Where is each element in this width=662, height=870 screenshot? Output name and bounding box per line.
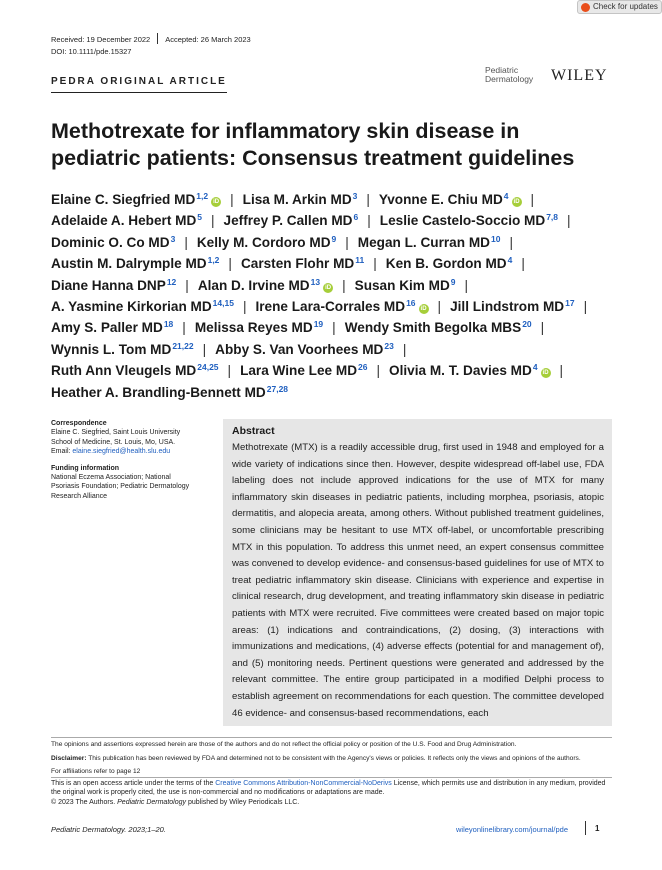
author-name: Ken B. Gordon MD — [385, 256, 507, 272]
affiliations-footnote: For affiliations refer to page 12 — [51, 768, 141, 775]
funding-line: Research Alliance — [51, 492, 108, 500]
author-line — [51, 296, 631, 317]
author-affiliation[interactable]: 4 — [503, 191, 509, 201]
author-affiliation[interactable]: 11 — [355, 255, 365, 266]
author-name: Susan Kim MD — [354, 277, 450, 293]
author-separator: | — [202, 341, 207, 357]
author-name: Leslie Castelo-Soccio MD — [379, 213, 546, 229]
orcid-icon[interactable]: iD — [420, 306, 427, 313]
author-name: Amy S. Paller MD — [51, 320, 163, 336]
author-name: Diane Hanna DNP — [51, 277, 166, 293]
author[interactable] — [450, 299, 575, 314]
author-separator: | — [182, 320, 186, 336]
author-affiliation[interactable]: 23 — [384, 340, 394, 351]
author-name: Lisa M. Arkin MD — [242, 192, 352, 207]
author-separator: | — [437, 299, 442, 315]
author-name: Dominic O. Co MD — [51, 234, 170, 250]
author[interactable] — [51, 363, 219, 378]
author-separator: | — [583, 299, 588, 315]
funding-line: National Eczema Association; National — [51, 474, 171, 482]
author-affiliation[interactable]: 9 — [450, 276, 456, 287]
author[interactable] — [224, 213, 359, 228]
author[interactable] — [240, 363, 367, 378]
author-separator: | — [230, 192, 234, 207]
journal-logo-line1: Pediatric — [485, 65, 519, 75]
email-link[interactable]: elaine.siegfried@health.slu.edu — [72, 448, 171, 456]
author-line — [51, 275, 631, 296]
author-affiliation[interactable]: 27,28 — [266, 383, 289, 394]
author-separator: | — [367, 213, 371, 229]
author-separator: | — [185, 277, 189, 293]
author[interactable] — [51, 278, 176, 293]
author-separator: | — [366, 192, 370, 207]
author[interactable] — [389, 363, 551, 378]
author-name: Alan D. Irvine MD — [197, 277, 310, 293]
correspondence-line: Elaine C. Siegfried, Saint Louis University — [51, 429, 181, 437]
abstract-text: Methotrexate (MTX) is a readily accessible drug, first used in 1948 and employed for a wide variety of indications since then. However, despite widespread off-label use, FDA labeling does not include approved indications for the use of MTX for many inflammatory skin diseases in pediatric patients, including morphea, psoriasis, atopic dermatitis, and alopecia areata, among others. Without published treatment guidelines, some clinicians may be hesitant to use MTX off-label, or uncomfortable prescribing MTX in this population. To address this unmet need, an expert consensus committee was convened to develop evidence- and consensus-based guidelines for use of MTX to treat pediatric inflammatory skin disease. Clinicians with experience and expertise in clinical research, drug development, and treating inflammatory skin disease in pediatric patients with MTX were recruited. Five committees were created based on major topic areas: (1) indications and contraindications, (2) dosing, (3) interactions with immunizations and medications, (4) adverse effects (potential for and management of), and (5) monitoring needs. Pertinent questions were generated and addressed by the relevant committee. The entire group participated in a modified Delphi process to establish agreement on recommendations for each question. The committee developed 46 evidence- and consensus-based recommendations, each — [232, 442, 604, 719]
correspondence-line: School of Medicine, St. Louis, Mo, USA. — [51, 438, 176, 446]
license-text-before: This is an open access article under the terms of the — [51, 780, 216, 787]
author[interactable] — [380, 213, 558, 228]
abstract-box — [223, 419, 612, 726]
author-affiliation[interactable]: 24,25 — [197, 362, 219, 373]
author-separator: | — [184, 234, 188, 250]
author[interactable] — [51, 342, 194, 357]
disclaimer-text: This publication has been reviewed by FDA and determined not to be consistent with the Agency's views or policies. It reflects only the views and opinions of the authors. — [86, 755, 581, 762]
author-line — [51, 232, 631, 253]
author[interactable] — [51, 320, 173, 335]
author-affiliation[interactable]: 3 — [352, 191, 358, 201]
orcid-icon[interactable]: iD — [513, 199, 520, 205]
author-separator: | — [211, 213, 215, 229]
dates-line — [51, 33, 251, 44]
author-name: Austin M. Dalrymple MD — [51, 256, 207, 272]
author-separator: | — [509, 234, 513, 250]
footer-separator — [585, 821, 586, 835]
author-affiliation[interactable]: 9 — [331, 233, 337, 244]
author-line — [51, 253, 631, 274]
email-label: Email: — [51, 448, 73, 456]
author[interactable] — [255, 299, 428, 314]
author-name: Adelaide A. Hebert MD — [51, 213, 197, 229]
check-for-updates-label: Check for updates — [593, 2, 658, 11]
doi[interactable]: DOI: 10.1111/pde.15327 — [51, 47, 132, 56]
author-affiliation[interactable]: 14,15 — [212, 298, 234, 309]
author-name: Lara Wine Lee MD — [240, 363, 358, 379]
sidebar — [51, 419, 211, 501]
footer-journal-url[interactable]: wileyonlinelibrary.com/journal/pde — [456, 825, 568, 834]
author[interactable] — [358, 235, 501, 250]
author-name: Ruth Ann Vleugels MD — [51, 363, 197, 379]
orcid-icon[interactable]: iD — [325, 284, 332, 291]
author[interactable] — [51, 192, 221, 207]
author-separator: | — [227, 363, 232, 379]
author[interactable] — [51, 385, 288, 400]
author[interactable] — [215, 342, 394, 357]
disclaimer-footnote — [51, 755, 581, 762]
author-affiliation[interactable]: 20 — [522, 319, 532, 330]
author-name: Kelly M. Cordoro MD — [196, 234, 331, 250]
footer-citation: Pediatric Dermatology. 2023;1–20. — [51, 825, 166, 834]
author-separator: | — [521, 256, 525, 272]
author[interactable] — [51, 235, 175, 250]
correspondence-heading: Correspondence — [51, 420, 107, 427]
author-name: Elaine C. Siegfried MD — [51, 192, 196, 207]
article-title: Methotrexate for inflammatory skin disease in pediatric patients: Consensus treatment guidelines — [51, 119, 575, 170]
author-name: Wendy Smith Begolka MBS — [344, 320, 522, 336]
copyright-after: published by Wiley Periodicals LLC. — [186, 798, 300, 806]
author-affiliation[interactable]: 13 — [310, 276, 321, 287]
author-affiliation[interactable]: 5 — [197, 212, 203, 223]
author-affiliation[interactable]: 1,2 — [207, 255, 220, 266]
article-type: PEDRA ORIGINAL ARTICLE — [51, 76, 227, 93]
license-link[interactable]: Creative Commons Attribution-NonCommercial-NoDerivs — [215, 780, 392, 787]
author-separator: | — [567, 213, 571, 229]
author-separator: | — [228, 256, 232, 272]
author-separator: | — [332, 320, 336, 336]
author-line — [51, 189, 631, 210]
author-name: Melissa Reyes MD — [194, 320, 313, 336]
author-affiliation[interactable]: 12 — [166, 276, 177, 287]
author-line — [51, 360, 631, 381]
orcid-icon[interactable]: iD — [542, 370, 549, 377]
author-separator: | — [402, 341, 407, 357]
author[interactable] — [241, 256, 364, 271]
author-affiliation[interactable]: 7,8 — [546, 212, 559, 223]
author-name: Heather A. Brandling-Bennett MD — [51, 384, 266, 400]
author-line — [51, 210, 631, 231]
received-date: Received: 19 December 2022 — [51, 35, 151, 44]
author-affiliation[interactable]: 17 — [565, 298, 575, 309]
author-name: Megan L. Curran MD — [357, 234, 490, 250]
author-affiliation[interactable]: 4 — [532, 362, 538, 373]
author[interactable] — [51, 256, 219, 271]
copyright-journal: Pediatric Dermatology — [117, 798, 187, 806]
author[interactable] — [195, 320, 323, 335]
publisher-logo: WILEY — [551, 67, 608, 84]
author-list — [51, 189, 631, 403]
funding-heading: Funding information — [51, 464, 120, 472]
author-affiliation[interactable]: 18 — [163, 319, 174, 330]
author[interactable] — [345, 320, 532, 335]
author-affiliation[interactable]: 16 — [406, 298, 416, 309]
journal-logo-line2: Dermatology — [485, 74, 534, 84]
page-number: 1 — [595, 824, 600, 833]
author-affiliation[interactable]: 3 — [170, 233, 176, 244]
check-for-updates-button[interactable] — [577, 0, 662, 14]
author-affiliation[interactable]: 1,2 — [196, 191, 209, 201]
author-line — [51, 317, 631, 338]
author-separator: | — [530, 192, 535, 207]
footnote-divider — [51, 737, 612, 738]
orcid-icon[interactable]: iD — [213, 199, 220, 205]
author-name: Abby S. Van Voorhees MD — [215, 341, 384, 357]
author-name: Jeffrey P. Callen MD — [223, 213, 353, 229]
author-affiliation[interactable]: 4 — [507, 255, 513, 266]
author[interactable] — [197, 235, 336, 250]
author-affiliation[interactable]: 6 — [353, 212, 359, 223]
copyright-before: © 2023 The Authors. — [51, 798, 118, 806]
author-line — [51, 339, 631, 360]
disclaimer-label: Disclaimer: — [51, 755, 87, 762]
author-separator: | — [373, 256, 377, 272]
author-name: Irene Lara-Corrales MD — [255, 299, 406, 315]
author-affiliation[interactable]: 10 — [490, 233, 501, 244]
accepted-date: Accepted: 26 March 2023 — [165, 35, 251, 44]
author-name: Jill Lindstrom MD — [450, 299, 565, 315]
author-name: A. Yasmine Kirkorian MD — [51, 299, 212, 315]
author-separator: | — [342, 277, 346, 293]
author-name: Wynnis L. Tom MD — [51, 341, 172, 357]
author-separator: | — [559, 363, 564, 379]
author-affiliation[interactable]: 19 — [313, 319, 324, 330]
author-separator: | — [345, 234, 349, 250]
author-line — [51, 382, 631, 403]
license-divider — [51, 777, 612, 778]
license-block — [51, 779, 612, 807]
author-separator: | — [464, 277, 469, 293]
abstract-heading: Abstract — [232, 425, 275, 437]
author-affiliation[interactable]: 21,22 — [172, 340, 194, 351]
author[interactable] — [51, 213, 202, 228]
funding-line: Psoriasis Foundation; Pediatric Dermatology — [51, 483, 190, 491]
author-affiliation[interactable]: 26 — [358, 362, 368, 373]
crossmark-icon — [581, 3, 590, 12]
opinions-footnote: The opinions and assertions expressed herein are those of the authors and do not reflect the official policy or position of the U.S. Food and Drug Administration. — [51, 741, 517, 748]
author[interactable] — [355, 278, 456, 293]
author-name: Carsten Flohr MD — [240, 256, 355, 272]
license-text-after: License, which permits use and distribution in any medium, provided the original work is properly cited, the use is non-commercial and no modifications or adaptations are made. — [51, 780, 606, 797]
author[interactable] — [51, 299, 234, 314]
author[interactable] — [243, 192, 358, 207]
author-name: Olivia M. T. Davies MD — [389, 363, 532, 379]
author-separator: | — [376, 363, 381, 379]
author-separator: | — [540, 320, 545, 336]
author[interactable] — [379, 192, 522, 207]
author-separator: | — [242, 299, 247, 315]
author-name: Yvonne E. Chiu MD — [378, 192, 503, 207]
dates-separator — [157, 33, 158, 44]
author[interactable] — [198, 278, 333, 293]
author[interactable] — [386, 256, 513, 271]
journal-logo — [485, 66, 533, 84]
